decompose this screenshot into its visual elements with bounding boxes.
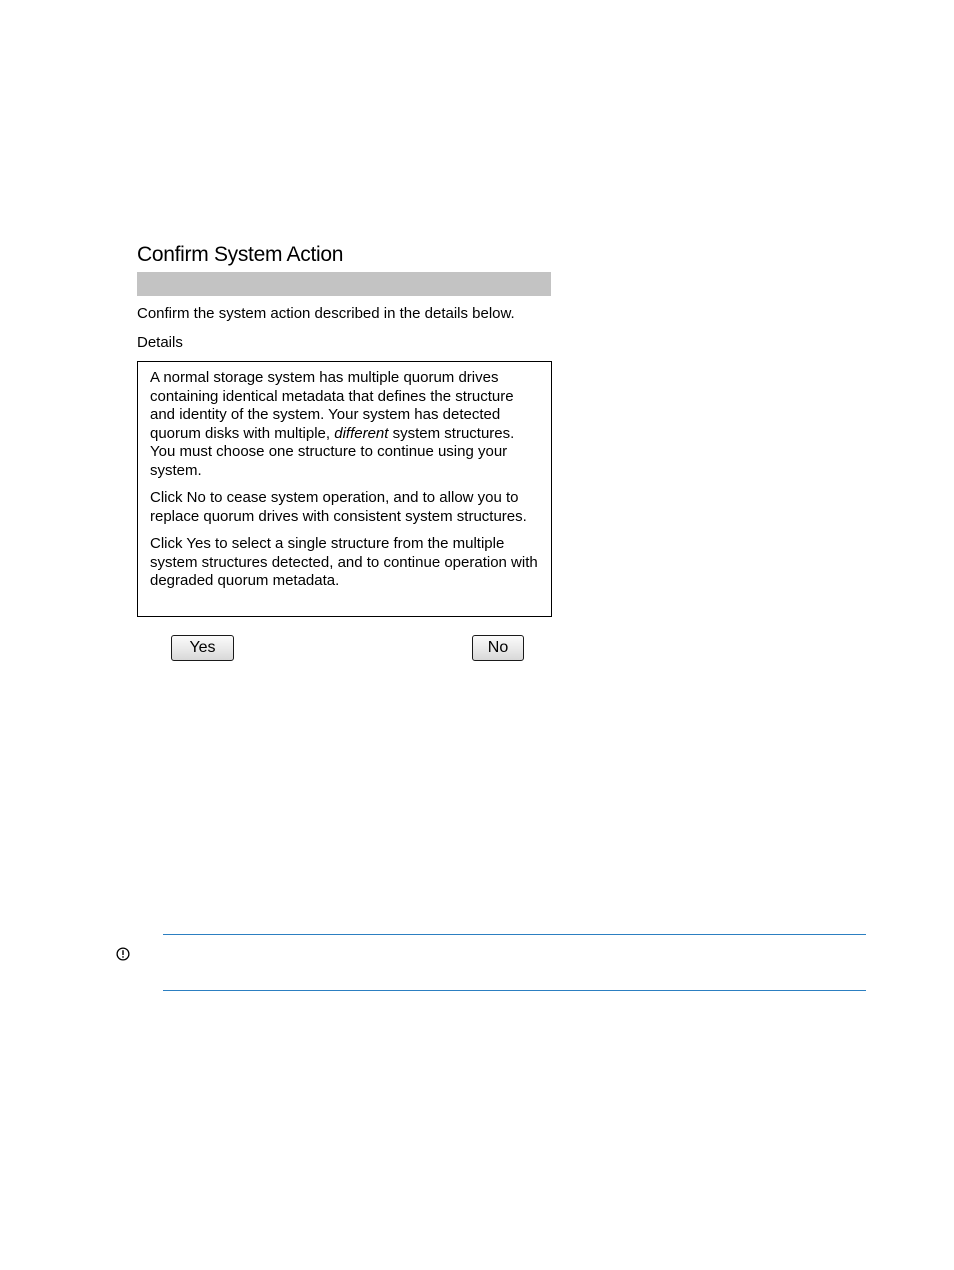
details-label: Details bbox=[137, 334, 183, 351]
note-top-rule bbox=[163, 934, 866, 935]
details-p1-emphasis: different bbox=[334, 424, 389, 442]
title-bar bbox=[137, 272, 551, 296]
details-p1-start: A normal storage system has multiple quorum drives containing identical metadata that defines the structure and identity of the system. Your system has detected quorum disks with multiple, bbox=[150, 369, 514, 442]
details-box bbox=[137, 361, 552, 617]
yes-button[interactable]: Yes bbox=[171, 635, 234, 661]
details-paragraph-3: Click Yes to select a single structure from the multiple system structures detected, and to continue operation with degraded quorum metadata. bbox=[150, 535, 538, 589]
no-button[interactable]: No bbox=[472, 635, 524, 661]
dialog-title: Confirm System Action bbox=[137, 243, 344, 266]
important-icon bbox=[116, 947, 130, 961]
details-paragraph-2: Click No to cease system operation, and to allow you to replace quorum drives with consistent system structures. bbox=[150, 489, 527, 525]
note-bottom-rule bbox=[163, 990, 866, 991]
confirm-system-action-dialog bbox=[137, 240, 557, 656]
details-paragraph-1 bbox=[150, 369, 539, 480]
details-p1-end: system structures. You must choose one structure to continue using your system. bbox=[150, 424, 515, 479]
instruction-text: Confirm the system action described in the details below. bbox=[137, 305, 515, 322]
